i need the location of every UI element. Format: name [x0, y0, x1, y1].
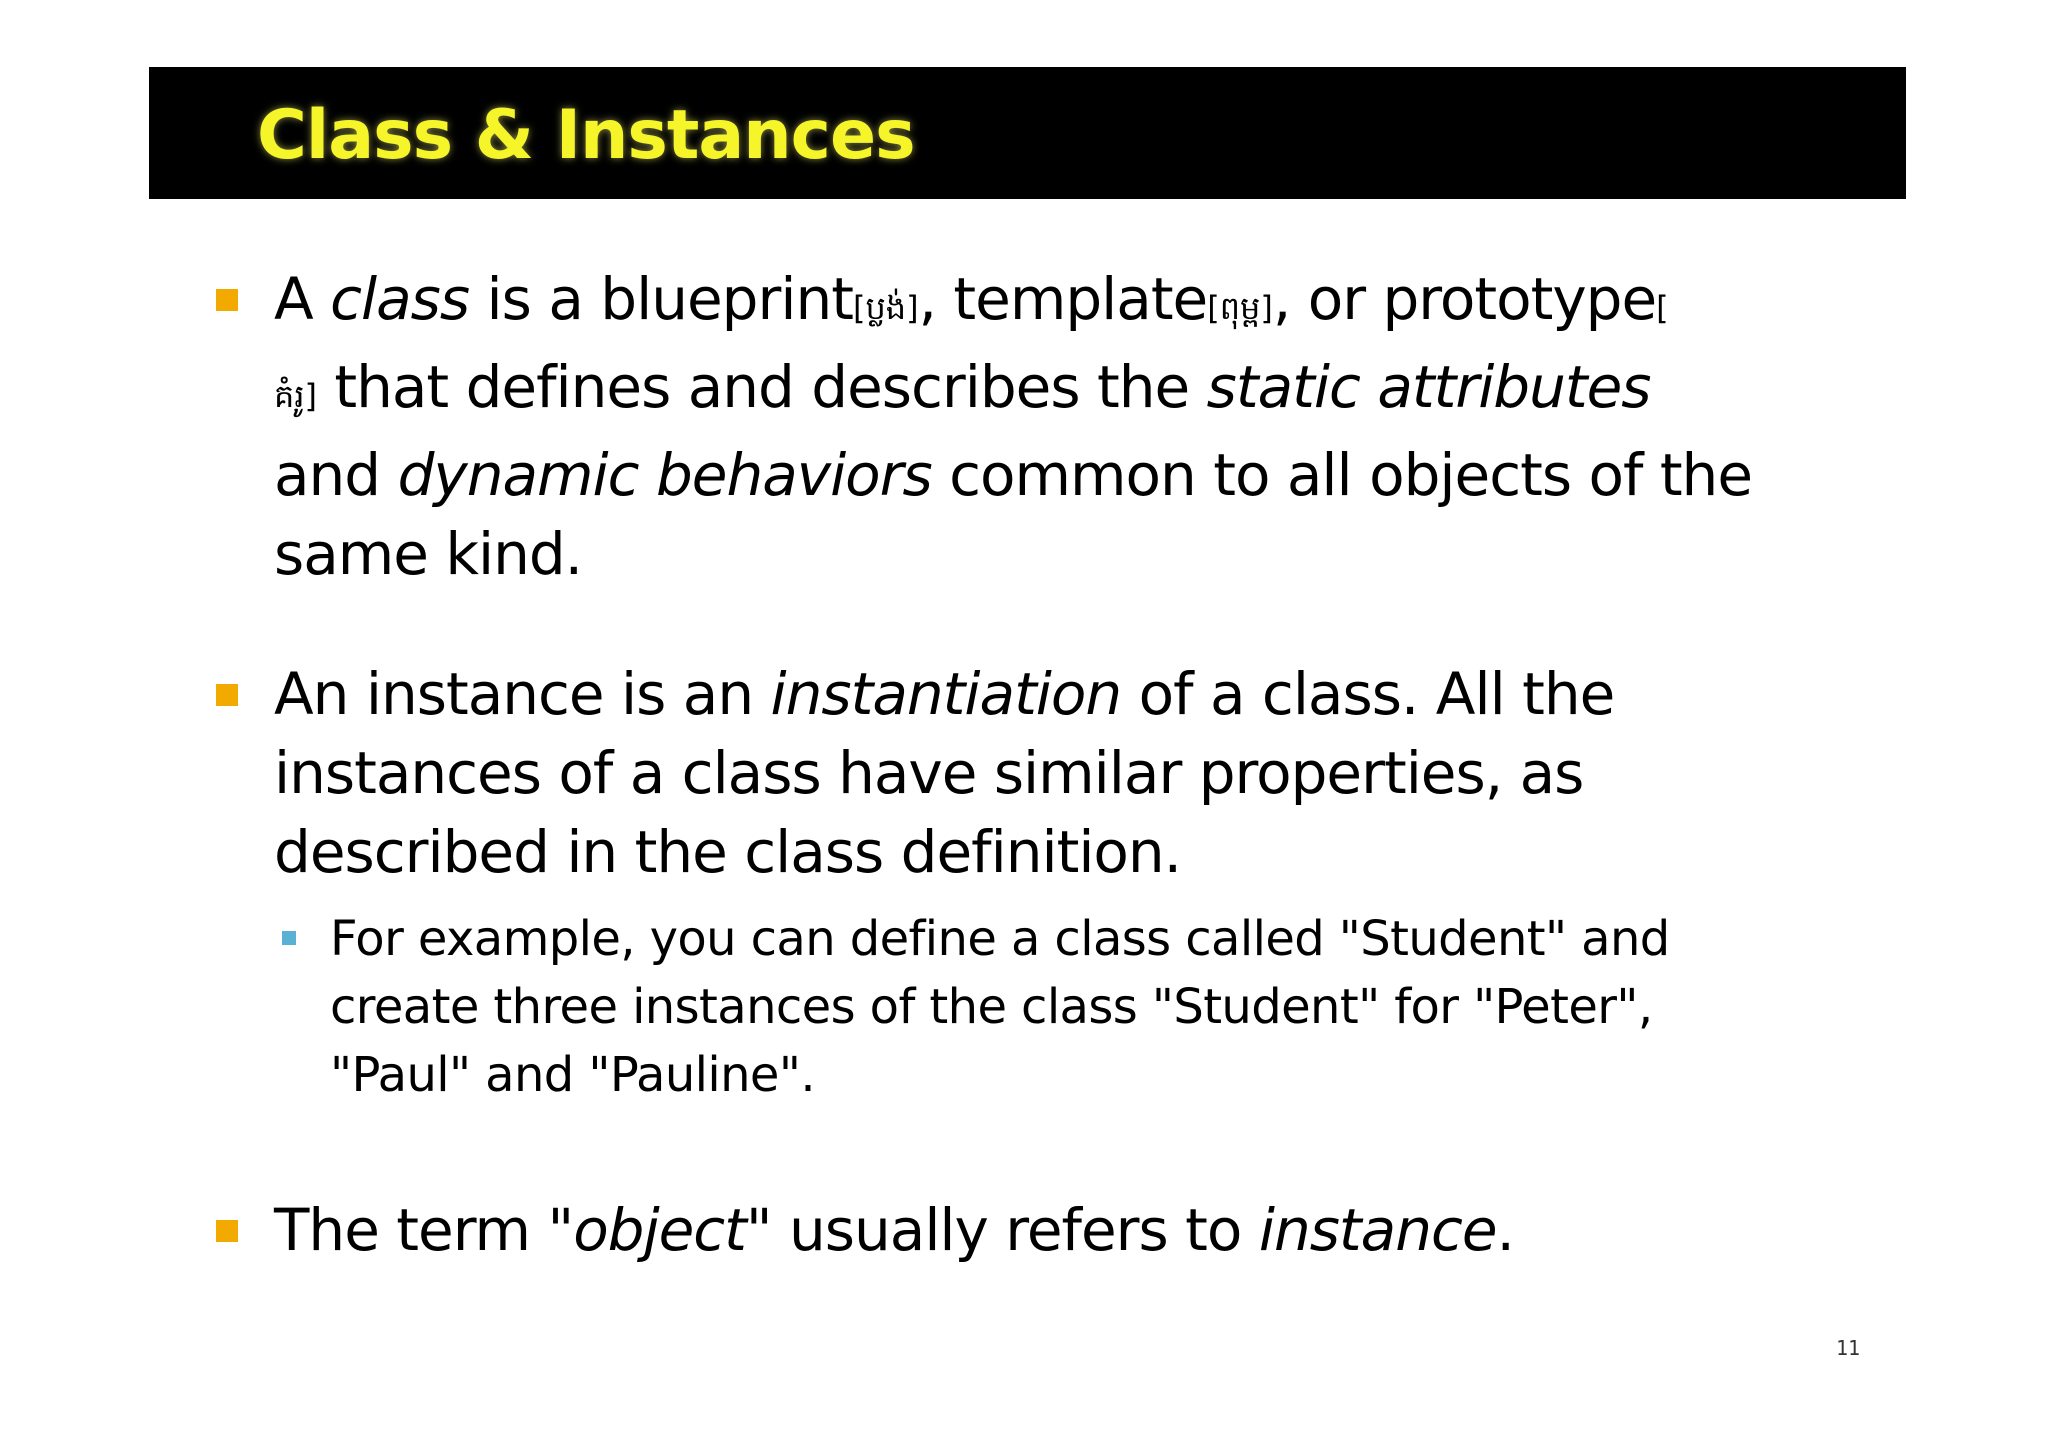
slide-title: Class & Instances	[257, 96, 915, 175]
khmer-gloss-prototype: គំរូ]	[274, 377, 317, 415]
bullet-1-line-3	[274, 436, 1752, 515]
text-run: described in the class definition.	[274, 818, 1182, 886]
bullet-text-2	[274, 655, 1614, 892]
bullet-2-line-3	[274, 813, 1614, 892]
emphasis-object: object	[573, 1196, 746, 1264]
text-run: that defines and describes the	[316, 353, 1207, 421]
text-run: common to all objects of the	[931, 441, 1753, 509]
text-run: same kind.	[274, 520, 583, 588]
emphasis-instance: instance	[1258, 1196, 1497, 1264]
text-run: , template	[918, 265, 1208, 333]
emphasis-static-attributes: static attributes	[1206, 353, 1651, 421]
khmer-gloss-template: [ពុម្ព]	[1207, 289, 1273, 327]
bullet-1-line-2	[274, 348, 1752, 436]
sub-bullet-text	[330, 905, 1670, 1109]
bullet-text-1	[274, 260, 1752, 594]
sub-bullet-marker	[282, 931, 296, 945]
text-run: is a blueprint	[469, 265, 853, 333]
sub-bullet-line-2: create three instances of the class "Student" for "Peter",	[330, 979, 1653, 1035]
sub-bullet-line-1: For example, you can define a class called "Student" and	[330, 911, 1670, 967]
bullet-2-line-2	[274, 734, 1614, 813]
sub-bullet-line-3: "Paul" and "Pauline".	[330, 1047, 816, 1103]
text-run: " usually refers to	[745, 1196, 1259, 1264]
bullet-1-line-4	[274, 515, 1752, 594]
page-number: 11	[1835, 1336, 1861, 1360]
title-bar	[149, 67, 1906, 199]
text-run: of a class. All the	[1121, 660, 1615, 728]
bullet-marker-1	[216, 289, 238, 311]
emphasis-instantiation: instantiation	[770, 660, 1122, 728]
text-run: , or prototype	[1272, 265, 1657, 333]
emphasis-dynamic-behaviors: dynamic behaviors	[397, 441, 932, 509]
bullet-marker-2	[216, 684, 238, 706]
khmer-gloss-blueprint: [ប្លង់]	[852, 289, 919, 327]
text-run: and	[274, 441, 398, 509]
bullet-1-line-1	[274, 260, 1752, 348]
text-run: instances of a class have similar properties, as	[274, 739, 1584, 807]
bullet-text-3	[274, 1191, 1514, 1270]
bullet-marker-3	[216, 1220, 238, 1242]
text-run: An instance is an	[274, 660, 771, 728]
bullet-2-line-1	[274, 655, 1614, 734]
bullet-3-line-1	[274, 1191, 1514, 1270]
text-run: A	[274, 265, 331, 333]
text-run: .	[1496, 1196, 1514, 1264]
text-run: The term "	[274, 1196, 574, 1264]
khmer-bracket-open: [	[1656, 289, 1669, 327]
emphasis-class: class	[330, 265, 470, 333]
